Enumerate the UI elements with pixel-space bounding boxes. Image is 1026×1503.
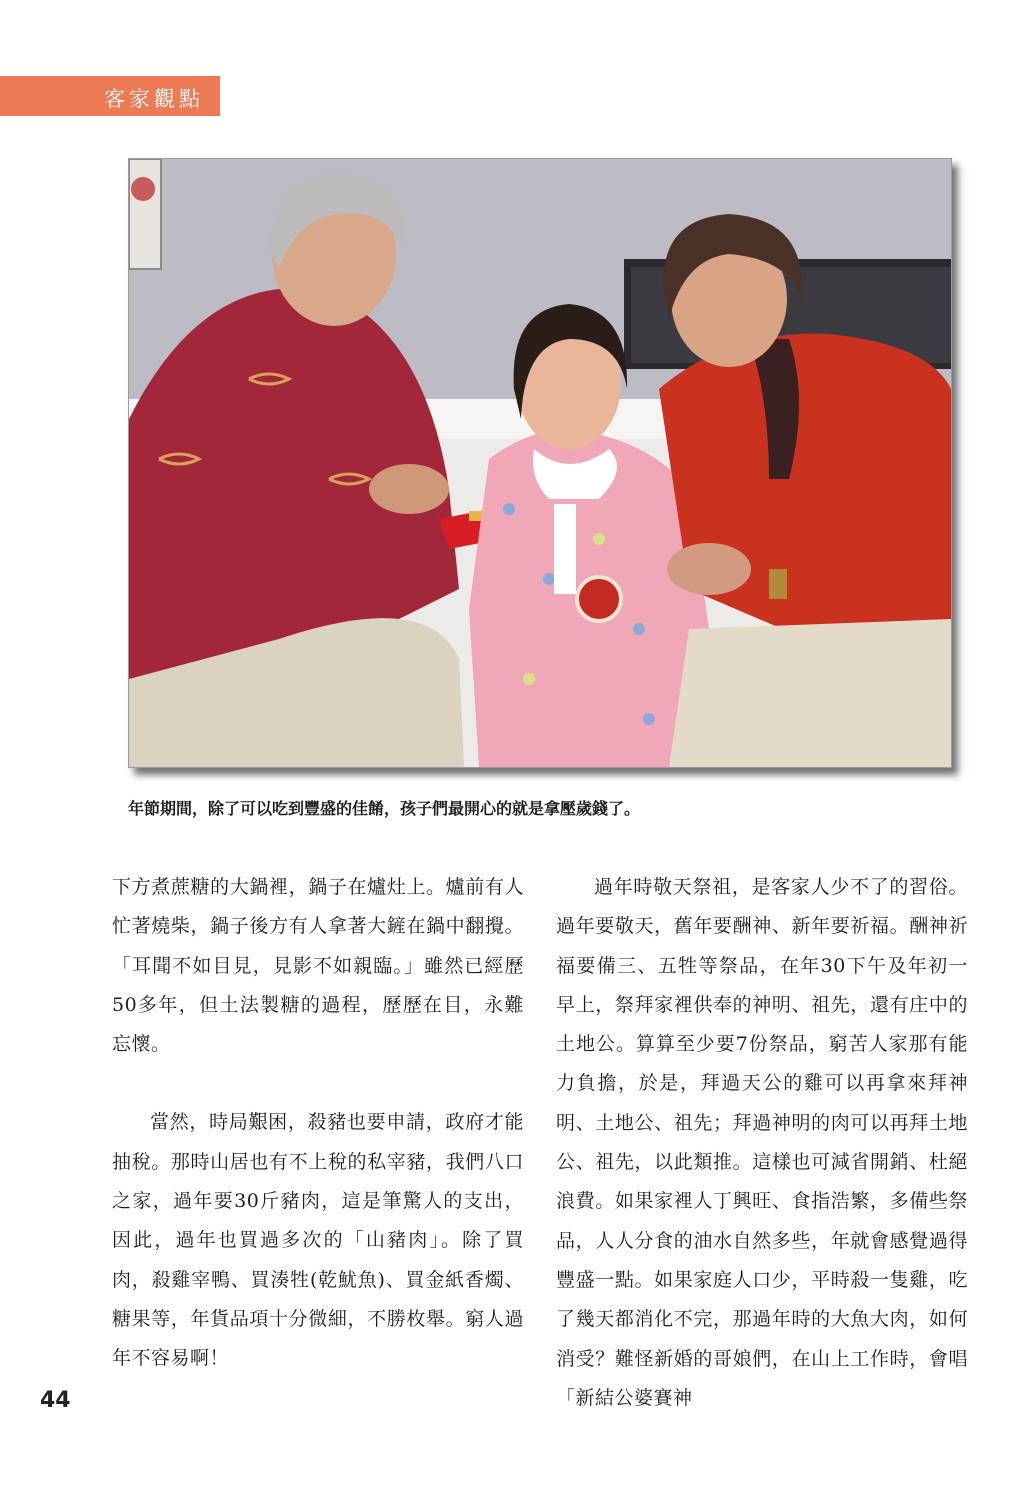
article-paragraph: 當然，時局艱困，殺豬也要申請，政府才能抽稅。那時山居也有不上稅的私宰豬，我們八口之家，過年要30斤豬肉，這是筆驚人的支出，因此，過年也買過多次的「山豬肉」。除了買肉，殺雞宰鴨、買湊牲(乾魷魚)、買金紙香燭、糖果等，年貨品項十分微細，不勝枚舉。窮人過年不容易啊！ (112, 1111, 524, 1370)
section-label-tab (0, 76, 220, 116)
article-left-column (112, 868, 524, 1379)
family-photo-illustration (129, 159, 951, 767)
article-right-column (556, 868, 968, 1418)
photo-caption: 年節期間，除了可以吃到豐盛的佳餚，孩子們最開心的就是拿壓歲錢了。 (128, 799, 641, 818)
section-label: 客家觀點 (104, 87, 204, 111)
family-photo (128, 158, 952, 768)
article-paragraph: 過年時敬天祭祖，是客家人少不了的習俗。過年要敬天，舊年要酬神、新年要祈福。酬神祈福要備三、五牲等祭品，在年30下午及年初一早上，祭拜家裡供奉的神明、祖先，還有庄中的土地公。算算至少要7份祭品，窮苦人家那有能力負擔，於是，拜過天公的雞可以再拿來拜神明、土地公、祖先；拜過神明的肉可以再拜土地公、祖先，以此類推。這樣也可減省開銷、杜絕浪費。如果家裡人丁興旺、食指浩繁，多備些祭品，人人分食的油水自然多些，年就會感覺過得豐盛一點。如果家庭人口少，平時殺一隻雞，吃了幾天都消化不完，那過年時的大魚大肉，如何消受？難怪新婚的哥娘們，在山上工作時，會唱「新結公婆賽神 (556, 876, 968, 1409)
page-number: 44 (40, 1388, 71, 1413)
article-paragraph: 下方煮蔗糖的大鍋裡，鍋子在爐灶上。爐前有人忙著燒柴，鍋子後方有人拿著大鏟在鍋中翻攪。「耳聞不如目見，見影不如親臨。」雖然已經歷50多年，但土法製糖的過程，歷歷在目，永難忘懷。 (112, 876, 524, 1056)
